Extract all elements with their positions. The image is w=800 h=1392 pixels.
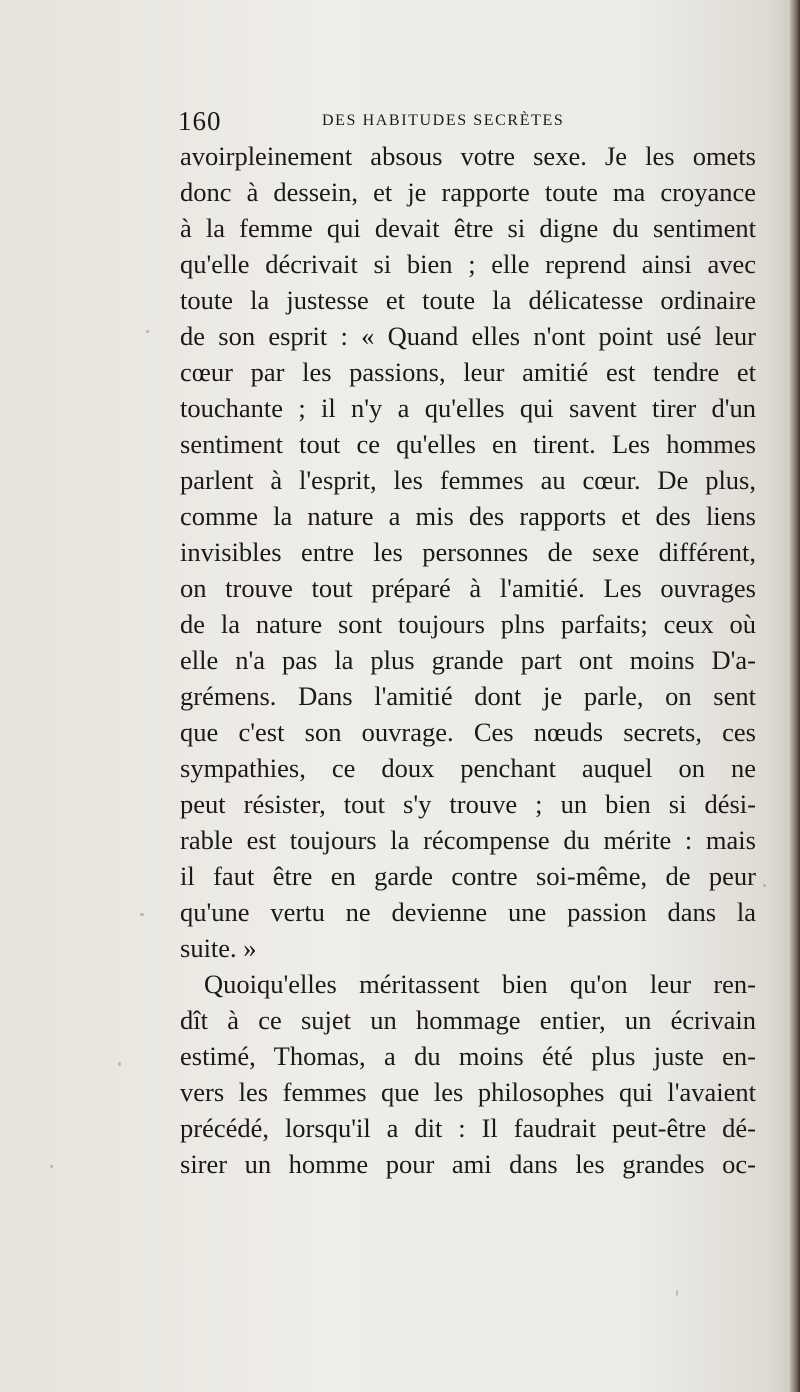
text-line-paragraph-end: suite. » [180,933,257,963]
text-line: sympathies, ce doux penchant auquel on ne [180,753,756,783]
text-line: touchante ; il n'y a qu'elles qui savent tirer d'un [180,393,756,423]
text-line: invisibles entre les personnes de sexe différent, [180,537,756,567]
text-line: grémens. Dans l'amitié dont je parle, on sent [180,681,756,711]
text-line: de la nature sont toujours plns parfaits; ceux où [180,609,756,639]
page-number: 160 [178,106,222,136]
body-text [180,138,756,1182]
text-line: toute la justesse et toute la délicatesse ordinaire [180,285,756,315]
paper-speck [140,913,144,916]
text-line: donc à dessein, et je rapporte toute ma croyance [180,177,756,207]
paper-speck [146,330,149,333]
text-line: elle n'a pas la plus grande part ont moins D'a- [180,645,756,675]
text-line: estimé, Thomas, a du moins été plus juste en- [180,1041,756,1071]
text-line: que c'est son ouvrage. Ces nœuds secrets, ces [180,717,756,747]
page-edge-shadow [790,0,800,1392]
paper-speck [676,1290,678,1296]
text-line: vers les femmes que les philosophes qui l'avaient [180,1077,756,1107]
text-line: dît à ce sujet un hommage entier, un écrivain [180,1005,756,1035]
paper-speck [118,1062,121,1066]
text-line: il faut être en garde contre soi-même, de peur [180,861,756,891]
text-line: qu'elle décrivait si bien ; elle reprend ainsi avec [180,249,756,279]
paper-speck [50,1165,53,1168]
text-line: qu'une vertu ne devienne une passion dans la [180,897,756,927]
text-line: on trouve tout préparé à l'amitié. Les ouvrages [180,573,756,603]
text-line: sentiment tout ce qu'elles en tirent. Les hommes [180,429,756,459]
paper-speck [763,884,766,887]
text-line: avoirpleinement absous votre sexe. Je les omets [180,141,756,171]
text-line: de son esprit : « Quand elles n'ont point usé leur [180,321,756,351]
text-line: comme la nature a mis des rapports et des liens [180,501,756,531]
text-line-paragraph-start: Quoiqu'elles méritassent bien qu'on leur ren- [204,969,756,999]
text-line: à la femme qui devait être si digne du sentiment [180,213,756,243]
running-title: DES HABITUDES SECRÈTES [322,112,565,129]
text-line: peut résister, tout s'y trouve ; un bien si dési- [180,789,756,819]
text-line: sirer un homme pour ami dans les grandes oc- [180,1149,756,1179]
text-line: rable est toujours la récompense du mérite : mais [180,825,756,855]
text-line: précédé, lorsqu'il a dit : Il faudrait peut-être dé- [180,1113,756,1143]
running-head [178,106,598,136]
text-line: parlent à l'esprit, les femmes au cœur. De plus, [180,465,756,495]
text-line: cœur par les passions, leur amitié est tendre et [180,357,756,387]
